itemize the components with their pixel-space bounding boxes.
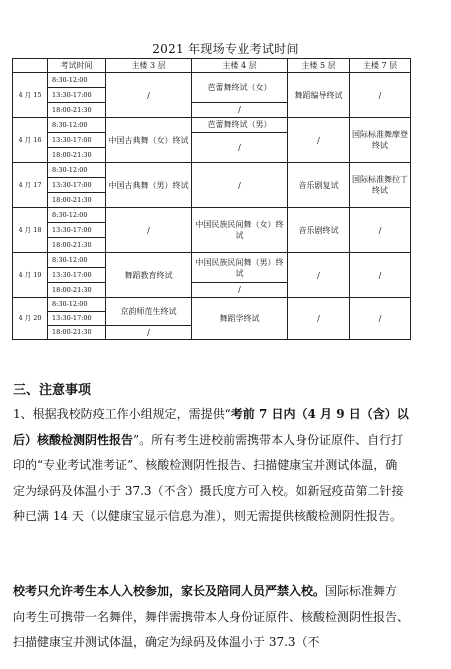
paragraph-text: ”。所有考生进校前需携带本人身份证原件、自行打印的“专业考试准考证”、核酸检测阴性报告、扫描健康宝并测试体温，确定为绿码及体温小于 37.3（不含）摄氏度方可入校。如新冠疫苗第二针接种已满 14 天（以健康宝显示信息为准），则无需提供核酸检测阴性报告。 bbox=[13, 432, 404, 523]
time-slot: 13:30-17:00 bbox=[48, 178, 106, 193]
header-cell: 主楼 7 层 bbox=[350, 59, 411, 73]
time-slot: 8:30-12:00 bbox=[48, 298, 106, 312]
page-title: 2021 年现场专业考试时间 bbox=[152, 42, 299, 56]
notice-paragraph bbox=[13, 402, 409, 530]
time-slot: 8:30-12:00 bbox=[48, 208, 106, 223]
floor3-cell: 中国古典舞（男）终试 bbox=[106, 163, 192, 208]
floor3-cell: / bbox=[106, 208, 192, 253]
time-slot: 18:00-21:30 bbox=[48, 238, 106, 253]
time-slot: 8:30-12:00 bbox=[48, 73, 106, 88]
notice-paragraph bbox=[13, 579, 409, 656]
header-cell bbox=[13, 59, 48, 73]
time-slot: 13:30-17:00 bbox=[48, 312, 106, 326]
header-cell: 主楼 4 层 bbox=[192, 59, 288, 73]
time-slot: 13:30-17:00 bbox=[48, 133, 106, 148]
table-row bbox=[13, 208, 411, 223]
floor3-cell: 舞蹈教育终试 bbox=[106, 253, 192, 298]
floor7-cell: 国际标准舞摩登终试 bbox=[350, 118, 411, 163]
date-cell: 4 月 18 bbox=[13, 208, 48, 253]
table-row bbox=[13, 298, 411, 312]
date-cell: 4 月 20 bbox=[13, 298, 48, 340]
floor4-cell: / bbox=[192, 283, 288, 298]
floor7-cell: / bbox=[350, 208, 411, 253]
time-slot: 18:00-21:30 bbox=[48, 103, 106, 118]
paragraph-text: 国际标准舞方向考生可携带一名舞伴，舞伴需携带本人身份证原件、核酸检测阴性报告、扫描健康宝并测试体温，确定为绿码及体温小于 37.3（不 bbox=[13, 584, 410, 649]
table-row bbox=[13, 118, 411, 133]
floor5-cell: / bbox=[288, 253, 350, 298]
floor7-cell: 国际标准舞拉丁终试 bbox=[350, 163, 411, 208]
floor4-cell: / bbox=[192, 133, 288, 163]
time-slot: 13:30-17:00 bbox=[48, 268, 106, 283]
floor5-cell: 音乐剧终试 bbox=[288, 208, 350, 253]
floor7-cell: / bbox=[350, 253, 411, 298]
floor4-cell: 中国民族民间舞（男）终试 bbox=[192, 253, 288, 283]
time-slot: 8:30-12:00 bbox=[48, 253, 106, 268]
date-cell: 4 月 15 bbox=[13, 73, 48, 118]
floor3-cell: / bbox=[106, 326, 192, 340]
floor7-cell: / bbox=[350, 298, 411, 340]
date-cell: 4 月 19 bbox=[13, 253, 48, 298]
date-cell: 4 月 17 bbox=[13, 163, 48, 208]
table-header-row bbox=[13, 59, 411, 73]
header-cell: 主楼 5 层 bbox=[288, 59, 350, 73]
floor4-cell: 中国民族民间舞（女）终试 bbox=[192, 208, 288, 253]
floor5-cell: / bbox=[288, 298, 350, 340]
floor3-cell: 中国古典舞（女）终试 bbox=[106, 118, 192, 163]
time-slot: 18:00-21:30 bbox=[48, 148, 106, 163]
floor4-cell: 舞蹈学终试 bbox=[192, 298, 288, 340]
time-slot: 18:00-21:30 bbox=[48, 326, 106, 340]
floor5-cell: 音乐剧复试 bbox=[288, 163, 350, 208]
floor5-cell: 舞蹈编导终试 bbox=[288, 73, 350, 118]
table-row bbox=[13, 163, 411, 178]
time-slot: 13:30-17:00 bbox=[48, 223, 106, 238]
table-row bbox=[13, 253, 411, 268]
floor4-cell: / bbox=[192, 163, 288, 208]
section-heading: 三、注意事项 bbox=[13, 383, 92, 398]
floor5-cell: / bbox=[288, 118, 350, 163]
time-slot: 18:00-21:30 bbox=[48, 283, 106, 298]
floor3-cell: / bbox=[106, 73, 192, 118]
floor4-cell: / bbox=[192, 103, 288, 118]
time-slot: 13:30-17:00 bbox=[48, 88, 106, 103]
paragraph-text: 1、根据我校防疫工作小组规定，需提供“ bbox=[13, 407, 231, 421]
table-row bbox=[13, 73, 411, 88]
floor7-cell: / bbox=[350, 73, 411, 118]
time-slot: 8:30-12:00 bbox=[48, 163, 106, 178]
floor4-cell: 芭蕾舞终试（女） bbox=[192, 73, 288, 103]
floor4-cell: 芭蕾舞终试（男） bbox=[192, 118, 288, 133]
time-slot: 18:00-21:30 bbox=[48, 193, 106, 208]
exam-schedule-table bbox=[12, 58, 411, 340]
date-cell: 4 月 16 bbox=[13, 118, 48, 163]
time-slot: 8:30-12:00 bbox=[48, 118, 106, 133]
paragraph-bold-text: 校考只允许考生本人入校参加，家长及陪同人员严禁入校。 bbox=[13, 584, 326, 598]
header-cell: 主楼 3 层 bbox=[106, 59, 192, 73]
header-cell: 考试时间 bbox=[48, 59, 106, 73]
floor3-cell: 京韵师范生终试 bbox=[106, 298, 192, 326]
paragraph-bold-text: 考前 7 日内（4 月 9 日（含）以后）核酸检测阴性报告 bbox=[13, 407, 409, 447]
